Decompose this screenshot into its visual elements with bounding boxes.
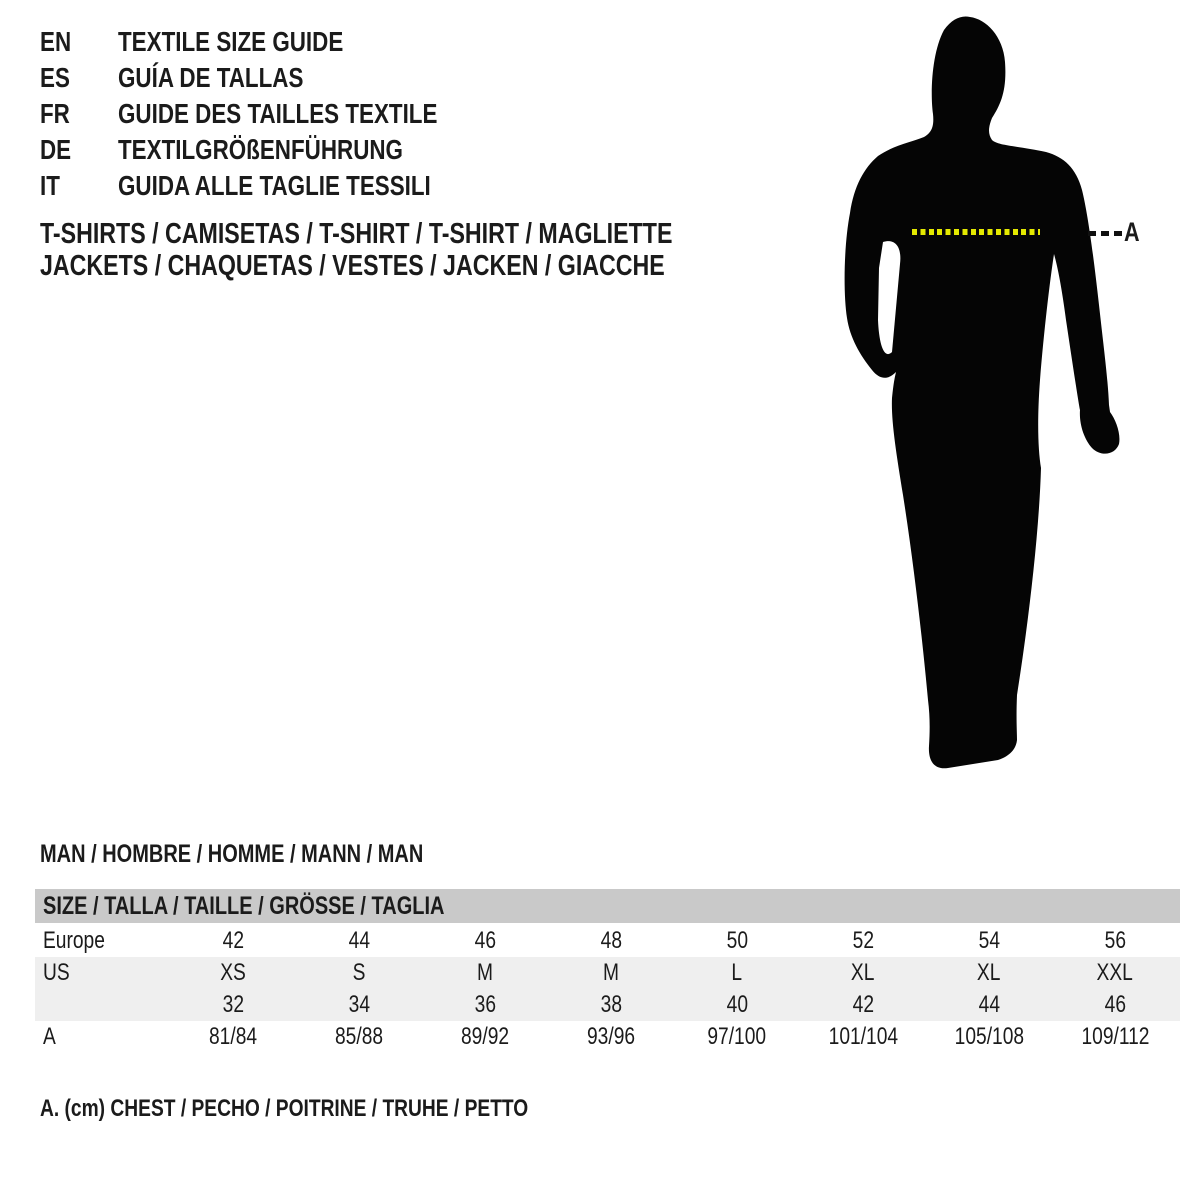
chest-measure-line: [912, 229, 1040, 235]
man-silhouette-svg: [820, 0, 1180, 780]
table-cell: 36: [474, 991, 496, 1018]
size-table-header-text: SIZE / TALLA / TAILLE / GRÖSSE / TAGLIA: [43, 891, 445, 920]
table-row-europe: [35, 925, 1180, 957]
measure-label-a-text: A: [1124, 217, 1140, 247]
table-cell: XXL: [1096, 959, 1134, 986]
table-row-us: [35, 957, 1180, 989]
table-cell: 101/104: [828, 1023, 898, 1050]
table-cell: L: [731, 959, 743, 986]
table-cell: 46: [1104, 991, 1126, 1018]
section-title: [40, 840, 519, 869]
size-table: [35, 889, 1180, 1053]
size-table-header: [35, 889, 1180, 925]
table-cell: 32: [222, 991, 244, 1018]
table-cell: 48: [600, 927, 622, 954]
language-list: [40, 24, 517, 204]
language-title: GUÍA DE TALLAS: [118, 62, 304, 93]
language-code: IT: [40, 170, 60, 201]
table-cell: 40: [726, 991, 748, 1018]
measurement-footnote-text: A. (cm) CHEST / PECHO / POITRINE / TRUHE / PETTO: [40, 1095, 529, 1122]
language-code: FR: [40, 98, 70, 129]
table-cell: 56: [1104, 927, 1126, 954]
table-cell: 50: [726, 927, 748, 954]
table-row-chest: [35, 1021, 1180, 1053]
row-label: Europe: [43, 927, 105, 954]
table-cell: 42: [852, 991, 874, 1018]
language-code: ES: [40, 62, 70, 93]
table-cell: 38: [600, 991, 622, 1018]
row-label: US: [43, 959, 70, 986]
table-cell: 46: [474, 927, 496, 954]
language-row: [40, 96, 517, 132]
category-line-tshirts: T-SHIRTS / CAMISETAS / T-SHIRT / T-SHIRT / MAGLIETTE: [40, 217, 673, 250]
table-cell: 85/88: [334, 1023, 384, 1050]
table-cell: 89/92: [460, 1023, 510, 1050]
language-code: DE: [40, 134, 72, 165]
table-cell: M: [477, 959, 493, 986]
table-cell: 81/84: [208, 1023, 258, 1050]
language-row: [40, 24, 517, 60]
table-cell: M: [603, 959, 619, 986]
table-cell: 109/112: [1080, 1023, 1149, 1050]
section-title-text: MAN / HOMBRE / HOMME / MANN / MAN: [40, 840, 424, 868]
table-cell: XL: [977, 959, 1001, 986]
table-row-numeric: [35, 989, 1180, 1021]
man-silhouette: [820, 0, 1180, 780]
table-cell: 97/100: [707, 1023, 767, 1050]
table-cell: 93/96: [586, 1023, 636, 1050]
language-row: [40, 168, 517, 204]
category-titles: [40, 218, 831, 282]
language-row: [40, 132, 517, 168]
language-title: TEXTILE SIZE GUIDE: [118, 26, 344, 57]
language-title: GUIDA ALLE TAGLIE TESSILI: [118, 170, 431, 201]
table-cell: S: [352, 959, 366, 986]
language-code: EN: [40, 26, 72, 57]
table-cell: 42: [222, 927, 244, 954]
row-label: A: [43, 1023, 56, 1050]
table-cell: 105/108: [954, 1023, 1024, 1050]
table-cell: 34: [348, 991, 370, 1018]
measurement-footnote: [40, 1095, 650, 1123]
table-cell: XS: [220, 959, 246, 986]
language-title: TEXTILGRÖßENFÜHRUNG: [118, 134, 403, 165]
table-cell: 54: [978, 927, 1000, 954]
language-title: GUIDE DES TAILLES TEXTILE: [118, 98, 438, 129]
table-cell: 44: [348, 927, 370, 954]
language-row: [40, 60, 517, 96]
table-cell: 44: [978, 991, 1000, 1018]
table-cell: XL: [851, 959, 875, 986]
table-cell: 52: [852, 927, 874, 954]
measure-leader-dashes: [1088, 231, 1122, 236]
category-line-jackets: JACKETS / CHAQUETAS / VESTES / JACKEN / GIACCHE: [40, 249, 665, 282]
measure-label-a: [1124, 217, 1144, 248]
